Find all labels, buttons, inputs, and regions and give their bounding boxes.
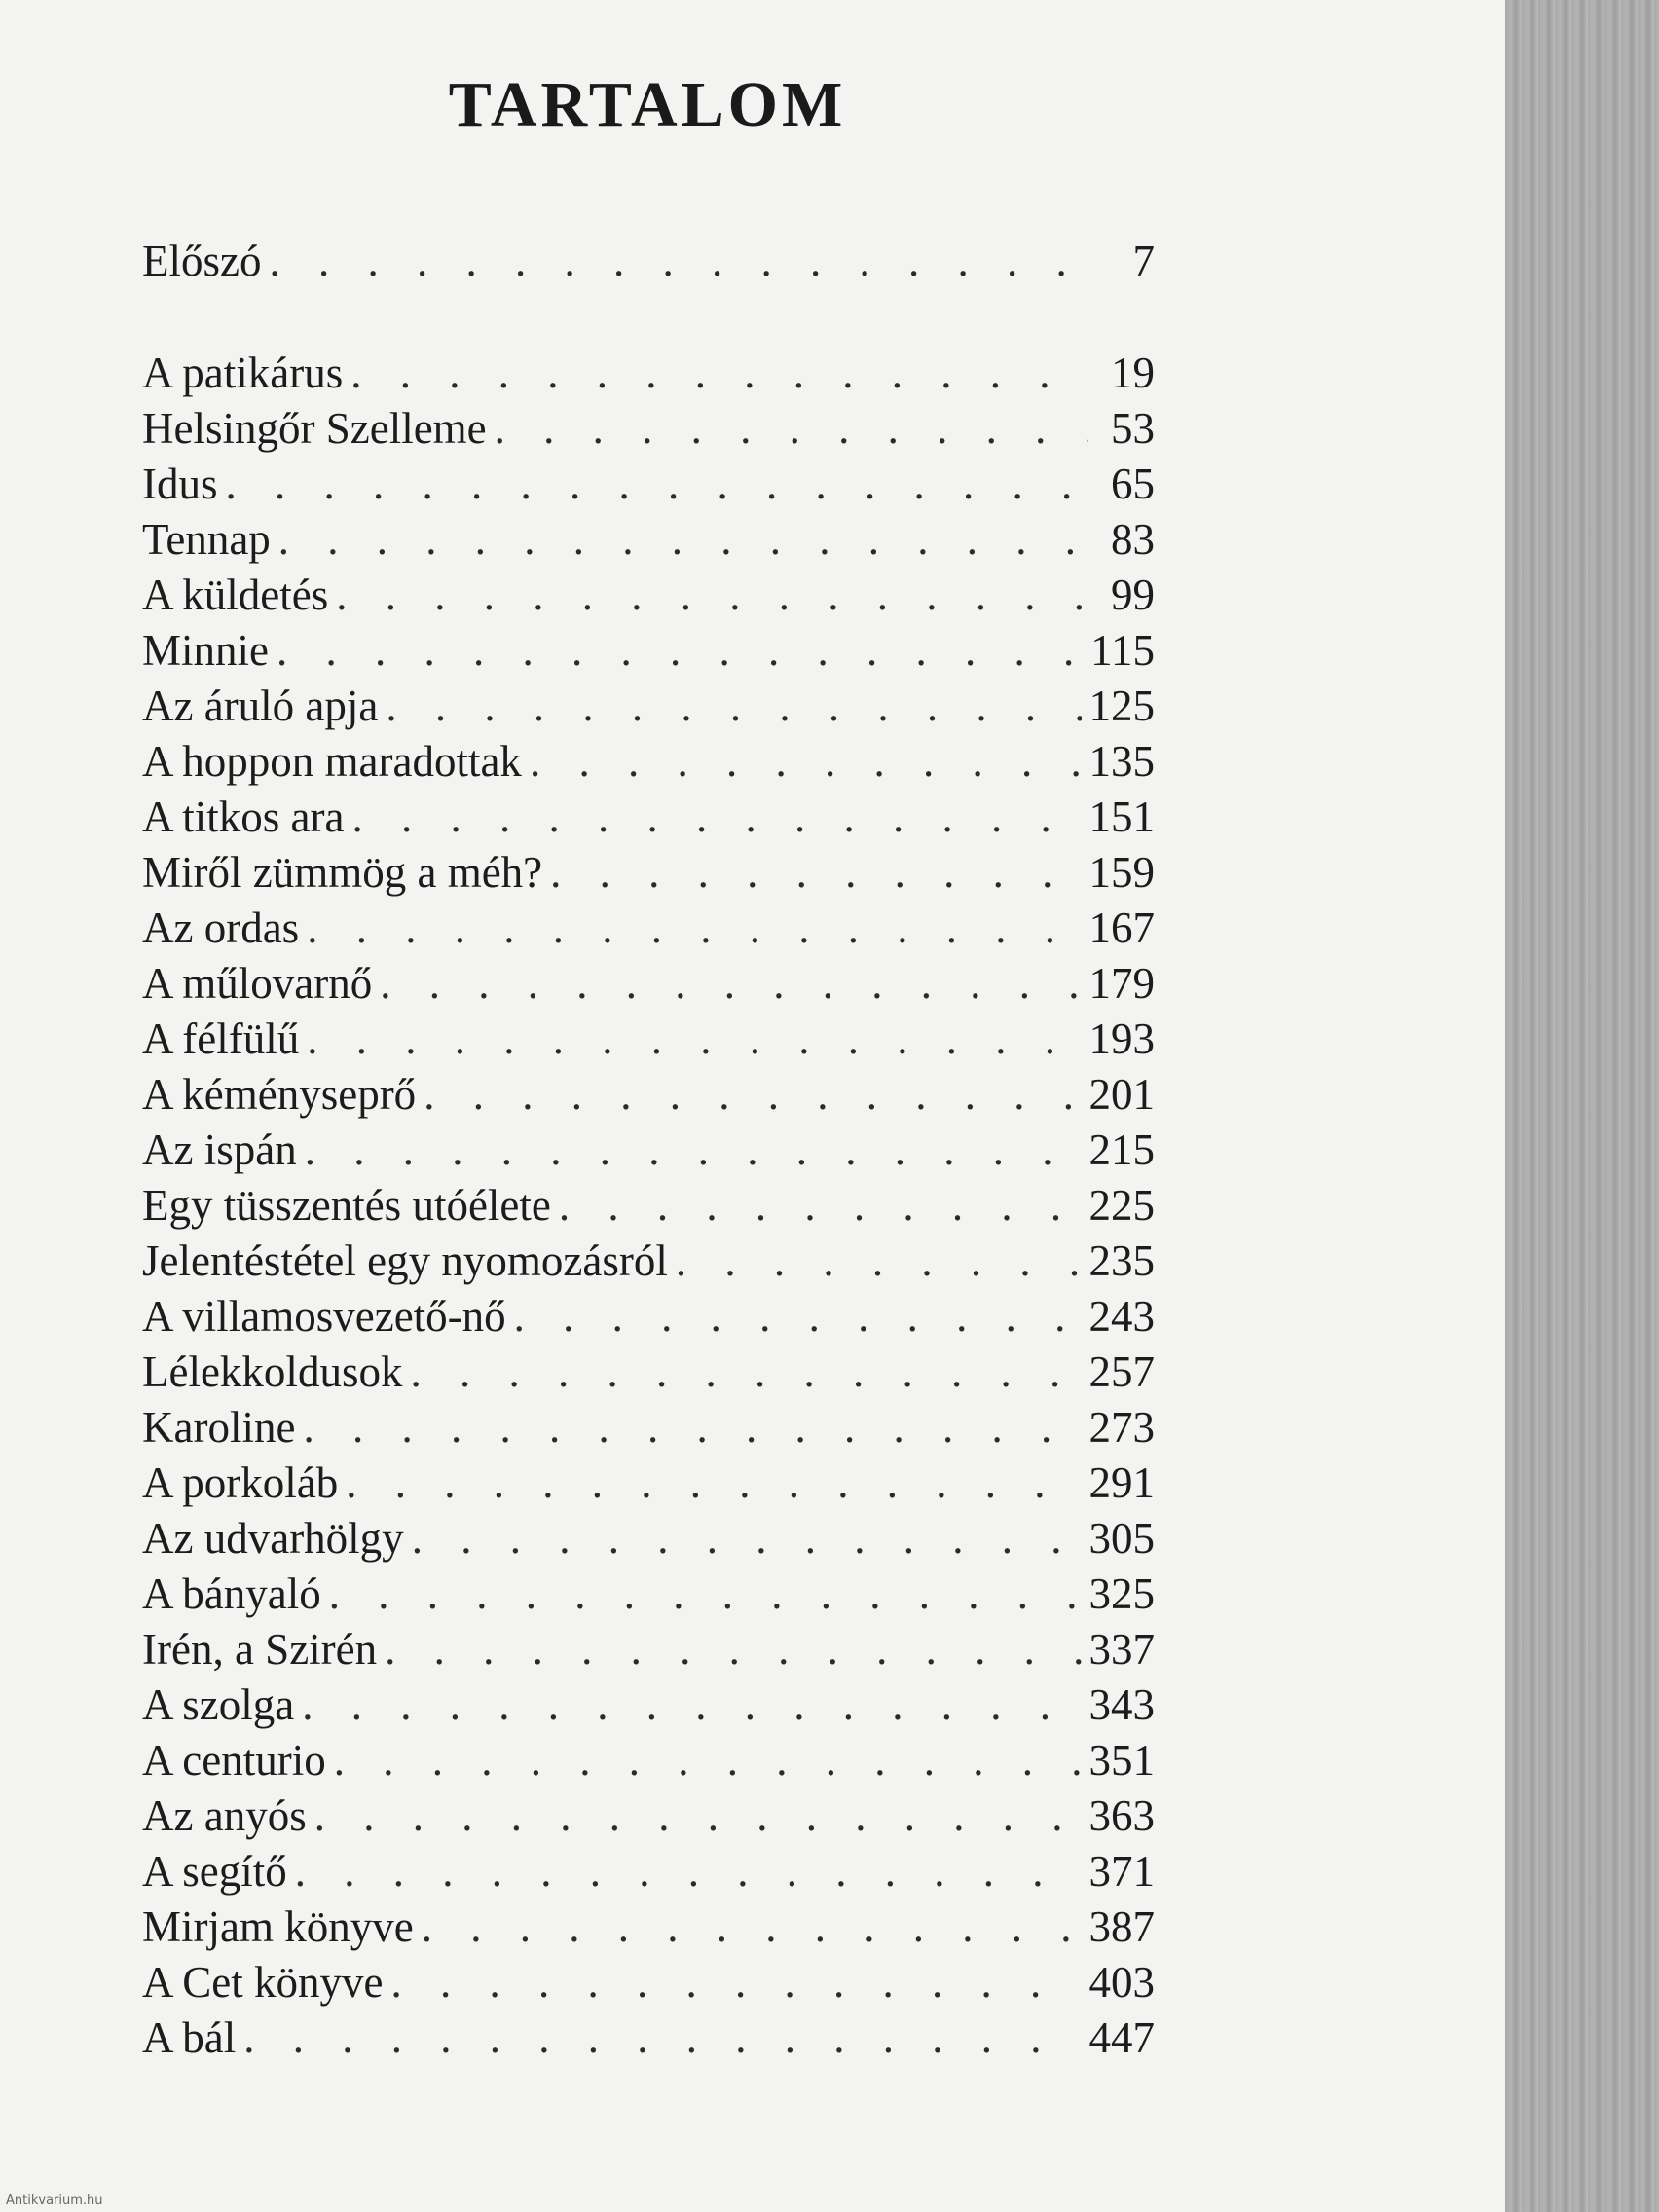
toc-entry [142, 845, 1155, 901]
dot-leader [424, 1067, 1081, 1123]
table-of-contents [142, 234, 1155, 2066]
toc-entry-title: Az anyós [142, 1791, 307, 1840]
toc-entry-page: 273 [1088, 1403, 1155, 1452]
toc-entry-title: A patikárus [142, 349, 344, 397]
dot-leader [243, 2010, 1081, 2066]
toc-entry-page: 337 [1088, 1625, 1155, 1674]
toc-entry-title: Az ispán [142, 1125, 297, 1174]
toc-entry [142, 1456, 1155, 1511]
dot-leader [314, 1788, 1082, 1844]
toc-entry-title: A Cet könyve [142, 1958, 384, 2007]
dot-leader [307, 1012, 1081, 1067]
dot-leader [380, 956, 1081, 1012]
toc-entry [142, 1400, 1155, 1456]
dot-leader [269, 234, 1088, 289]
toc-entry-page: 215 [1088, 1125, 1155, 1174]
toc-entry-page: 387 [1088, 1902, 1155, 1951]
dot-leader [305, 1123, 1082, 1178]
toc-entry-page: 7 [1132, 237, 1155, 285]
toc-entry [142, 1622, 1155, 1677]
toc-entry-page: 243 [1088, 1292, 1155, 1341]
dot-leader [550, 845, 1081, 901]
toc-entry [142, 790, 1155, 845]
toc-entry [142, 1289, 1155, 1345]
dot-leader [350, 346, 1088, 401]
toc-entry [142, 679, 1155, 734]
dot-leader [276, 623, 1083, 679]
toc-entry-title: Idus [142, 460, 218, 508]
dot-leader [278, 512, 1088, 568]
toc-entry-title: Karoline [142, 1403, 296, 1452]
toc-entry-page: 179 [1088, 959, 1155, 1008]
toc-entry-title: Minnie [142, 626, 269, 675]
dot-leader [412, 1511, 1082, 1567]
toc-entry-title: Egy tüsszentés utóélete [142, 1181, 551, 1230]
toc-entry [142, 623, 1155, 679]
toc-entry [142, 1844, 1155, 1899]
toc-entry-page: 305 [1088, 1514, 1155, 1563]
toc-entry-page: 343 [1088, 1680, 1155, 1729]
toc-entry-page: 53 [1111, 404, 1155, 453]
toc-entry [142, 1345, 1155, 1400]
dot-leader [410, 1345, 1081, 1400]
toc-entry [142, 901, 1155, 956]
page-edge-background [1505, 0, 1659, 2212]
toc-entry-title: Az ordas [142, 903, 300, 952]
toc-entry-title: A küldetés [142, 571, 329, 619]
toc-entry [142, 457, 1155, 512]
toc-entry-page: 447 [1088, 2013, 1155, 2062]
toc-list [142, 346, 1155, 2066]
toc-entry-title: Az áruló apja [142, 682, 379, 730]
toc-entry-page: 371 [1088, 1847, 1155, 1896]
toc-entry-title: Előszó [142, 237, 262, 285]
dot-leader [386, 679, 1081, 734]
toc-entry-title: Irén, a Szirén [142, 1625, 378, 1674]
toc-entry-title: Helsingőr Szelleme [142, 404, 487, 453]
dot-leader [676, 1234, 1082, 1289]
dot-leader [530, 734, 1082, 790]
toc-entry [142, 1511, 1155, 1567]
toc-entry-page: 325 [1088, 1569, 1155, 1618]
toc-entry-page: 159 [1088, 848, 1155, 897]
toc-entry [142, 1955, 1155, 2010]
toc-entry-page: 403 [1088, 1958, 1155, 2007]
toc-entry-page: 193 [1088, 1014, 1155, 1063]
dot-leader [302, 1677, 1081, 1733]
toc-entry-page: 135 [1088, 737, 1155, 786]
toc-entry [142, 1567, 1155, 1622]
toc-entry [142, 568, 1155, 623]
toc-entry [142, 2010, 1155, 2066]
toc-entry [142, 1012, 1155, 1067]
page-title: TARTALOM [448, 69, 847, 140]
toc-entry-page: 115 [1090, 626, 1155, 675]
toc-entry-preface [142, 234, 1155, 289]
toc-entry [142, 1178, 1155, 1234]
toc-entry-title: A centurio [142, 1736, 326, 1785]
toc-entry-title: A titkos ara [142, 793, 345, 841]
toc-entry-page: 235 [1088, 1236, 1155, 1285]
toc-entry-page: 151 [1088, 793, 1155, 841]
dot-leader [495, 401, 1088, 457]
toc-entry [142, 346, 1155, 401]
toc-entry-title: Tennap [142, 515, 271, 564]
toc-entry-title: Mirjam könyve [142, 1902, 414, 1951]
toc-entry-page: 19 [1111, 349, 1155, 397]
toc-entry-title: A villamosvezető-nő [142, 1292, 506, 1341]
toc-entry-title: A porkoláb [142, 1458, 339, 1507]
dot-leader [385, 1622, 1081, 1677]
toc-entry-title: A hoppon maradottak [142, 737, 522, 786]
toc-entry-page: 225 [1088, 1181, 1155, 1230]
dot-leader [422, 1899, 1082, 1955]
toc-entry-title: A bál [142, 2013, 237, 2062]
toc-entry-title: Lélekkoldusok [142, 1347, 403, 1396]
toc-entry [142, 1067, 1155, 1123]
dot-leader [390, 1955, 1081, 2010]
toc-entry-title: A műlovarnő [142, 959, 373, 1008]
toc-entry-page: 291 [1088, 1458, 1155, 1507]
dot-leader [307, 901, 1081, 956]
toc-entry [142, 734, 1155, 790]
toc-entry-title: Jelentéstétel egy nyomozásról [142, 1236, 668, 1285]
toc-entry [142, 1733, 1155, 1788]
toc-entry-page: 257 [1088, 1347, 1155, 1396]
toc-entry-page: 351 [1088, 1736, 1155, 1785]
toc-entry-page: 125 [1088, 682, 1155, 730]
dot-leader [303, 1400, 1081, 1456]
toc-entry [142, 1788, 1155, 1844]
dot-leader [351, 790, 1081, 845]
dot-leader [336, 568, 1088, 623]
dot-leader [346, 1456, 1081, 1511]
toc-entry [142, 512, 1155, 568]
toc-entry-page: 99 [1111, 571, 1155, 619]
dot-leader [295, 1844, 1082, 1899]
toc-entry-page: 201 [1088, 1070, 1155, 1119]
toc-entry-title: A bányaló [142, 1569, 321, 1618]
watermark: Antikvarium.hu [6, 2194, 103, 2208]
toc-entry-page: 83 [1111, 515, 1155, 564]
toc-entry [142, 1123, 1155, 1178]
dot-leader [514, 1289, 1082, 1345]
dot-leader [334, 1733, 1082, 1788]
dot-leader [226, 457, 1089, 512]
toc-entry [142, 956, 1155, 1012]
toc-entry-title: Az udvarhölgy [142, 1514, 404, 1563]
toc-entry-title: A félfülű [142, 1014, 300, 1063]
dot-leader [559, 1178, 1082, 1234]
toc-entry-title: A szolga [142, 1680, 295, 1729]
toc-entry [142, 401, 1155, 457]
toc-entry-page: 65 [1111, 460, 1155, 508]
toc-entry-title: A kéményseprő [142, 1070, 417, 1119]
toc-entry [142, 1234, 1155, 1289]
toc-entry-title: A segítő [142, 1847, 287, 1896]
toc-entry [142, 1677, 1155, 1733]
toc-entry-title: Miről zümmög a méh? [142, 848, 543, 897]
toc-entry-page: 363 [1088, 1791, 1155, 1840]
dot-leader [329, 1567, 1082, 1622]
toc-entry-page: 167 [1088, 903, 1155, 952]
toc-entry [142, 1899, 1155, 1955]
